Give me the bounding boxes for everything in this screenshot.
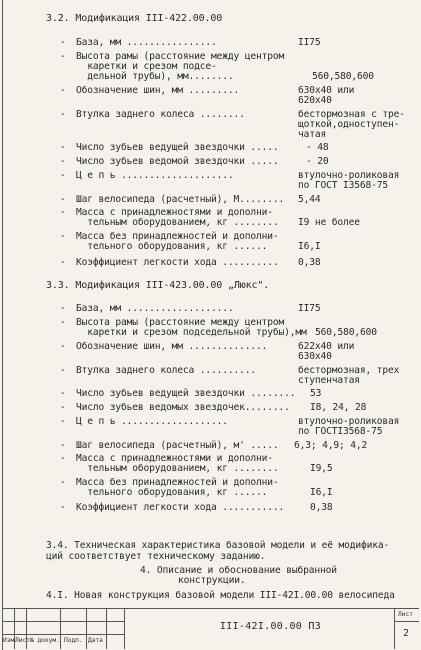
bullet-dash: - (60, 402, 66, 413)
spec-value: 0,38 (310, 502, 333, 513)
stamp-col-list: Лист (15, 637, 30, 644)
spec-label: Масса с принадлежностями и дополни- (76, 207, 273, 218)
spec-value: 53 (310, 388, 322, 399)
spec-value: 560,580,600 (312, 71, 374, 82)
section-3-2-title: 3.2. Модификация III-422.00.00 (46, 13, 223, 24)
title-block (2, 608, 419, 649)
bullet-dash: - (60, 51, 66, 62)
spec-value: 630x40 (298, 351, 332, 362)
bullet-dash: - (60, 207, 66, 218)
bullet-dash: - (60, 502, 66, 513)
spec-label: Число зубьев ведомой звездочки ..... (76, 156, 279, 167)
spec-label: Число зубьев ведомых звездочек........ (76, 402, 290, 413)
spec-value: втулочно-роликовая (298, 416, 400, 427)
spec-value: 622x40 или (298, 341, 355, 352)
bullet-dash: - (60, 440, 66, 451)
spec-value: бестормозная с тре- (298, 109, 405, 120)
spec-value: I9 не более (298, 217, 360, 228)
spec-label: каретки и срезом подседельной трубы),мм (76, 327, 307, 338)
spec-label: тельного оборудования, кг ...... (76, 487, 268, 498)
spec-label: База, мм ................ (76, 37, 217, 48)
stamp-sheet-label: Лист (398, 611, 413, 618)
spec-label: Высота рамы (расстояние между центром (76, 51, 285, 62)
spec-value: II75 (298, 303, 321, 314)
page-frame-left (2, 0, 3, 650)
bullet-dash: - (60, 341, 66, 352)
spec-value: бестормозная, трех (298, 365, 400, 376)
spec-value: втулочно-роликовая (298, 170, 400, 181)
bullet-dash: - (60, 231, 66, 242)
stamp-col-izm: Изм (3, 637, 15, 644)
bullet-dash: - (60, 257, 66, 268)
spec-value: по ГОСТ I3568-75 (298, 180, 389, 191)
paragraph-3-4-line-1: 3.4. Техническая характеристика базовой модели и её модифика- (46, 540, 390, 551)
section-4-title-line-1: 4. Описание и обоснование выбранной (140, 565, 337, 576)
spec-value: 620x40 (298, 95, 332, 106)
stamp-sheet-number: 2 (403, 628, 410, 639)
spec-label: Обозначение шин, мм .............. (76, 341, 268, 352)
bullet-dash: - (60, 194, 66, 205)
spec-value: I6,I (310, 487, 333, 498)
bullet-dash: - (60, 477, 66, 488)
bullet-dash: - (60, 37, 66, 48)
spec-label: Втулка заднего колеса ........ (76, 109, 245, 120)
spec-value: 560,580,600 (315, 327, 377, 338)
bullet-dash: - (60, 388, 66, 399)
bullet-dash: - (60, 303, 66, 314)
bullet-dash: - (60, 317, 66, 328)
spec-value: I6,I (298, 241, 321, 252)
spec-value: 6,3; 4,9; 4,2 (294, 440, 368, 451)
spec-value: 0,38 (298, 257, 321, 268)
spec-label: Масса без принадлежностей и дополни- (76, 231, 279, 242)
bullet-dash: - (60, 170, 66, 181)
spec-label: Коэффициент легкости хода ........... (76, 502, 285, 513)
spec-label: тельного оборудования, кг ...... (76, 241, 268, 252)
spec-label: Число зубьев ведущей звездочки ........ (76, 388, 296, 399)
spec-label: Ц е п ь ................... (76, 416, 228, 427)
spec-value: по ГОСТI3568-75 (298, 426, 383, 437)
spec-value: - 48 (306, 142, 329, 153)
spec-label: Число зубьев ведущей звездочки ..... (76, 142, 279, 153)
section-4-title-line-2: конструкции. (178, 575, 246, 586)
paragraph-3-4-line-2: ций соответствует техническому заданию. (46, 551, 266, 562)
spec-value: ступенчатая (298, 375, 360, 386)
bullet-dash: - (60, 453, 66, 464)
spec-label: Шаг велосипеда (расчетный), М........ (76, 194, 285, 205)
stamp-col-docnum: № докум. (30, 637, 60, 644)
spec-value: II75 (298, 37, 321, 48)
spec-label: Масса с принадлежностями и дополни- (76, 453, 273, 464)
bullet-dash: - (60, 109, 66, 120)
spec-value: 5,44 (298, 194, 321, 205)
spec-label: Шаг велосипеда (расчетный), м' ..... (76, 440, 279, 451)
bullet-dash: - (60, 85, 66, 96)
paragraph-4-1: 4.I. Новая конструкция базовой модели III-42I.00.00 велосипеда (46, 590, 395, 601)
bullet-dash: - (60, 156, 66, 167)
spec-label: Коэффициент легкости хода .......... (76, 257, 279, 268)
spec-value: I9,5 (310, 463, 333, 474)
spec-label: Масса без принадлежностей и дополни- (76, 477, 279, 488)
spec-label: дельной трубы), мм........ (76, 71, 234, 82)
spec-value: щоткой,одноступен- (298, 119, 400, 130)
spec-value: - 20 (306, 156, 329, 167)
spec-label: База, мм ................... (76, 303, 234, 314)
spec-value: 630x40 или (298, 85, 355, 96)
bullet-dash: - (60, 365, 66, 376)
spec-value: чатая (298, 129, 327, 140)
bullet-dash: - (60, 142, 66, 153)
spec-label: Высота рамы (расстояние между центром (76, 317, 285, 328)
spec-label: тельным оборудованием, кг ........ (76, 463, 279, 474)
bullet-dash: - (60, 416, 66, 427)
spec-label: Ц е п ь .................... (76, 170, 234, 181)
spec-value: I8, 24, 28 (310, 402, 367, 413)
stamp-col-podp: Подп. (64, 637, 83, 644)
document-designation: III-42I.00.00 ПЗ (219, 621, 322, 632)
spec-label: каретки и срезом подсе- (76, 61, 217, 72)
stamp-col-data: Дата (88, 637, 103, 644)
section-3-3-title: 3.3. Модификация III-423.00.00 „Люкс". (46, 280, 270, 291)
spec-label: Обозначение шин, мм ......... (76, 85, 240, 96)
spec-label: Втулка заднего колеса .......... (76, 365, 257, 376)
spec-label: тельным оборудованием, кг ........ (76, 217, 279, 228)
